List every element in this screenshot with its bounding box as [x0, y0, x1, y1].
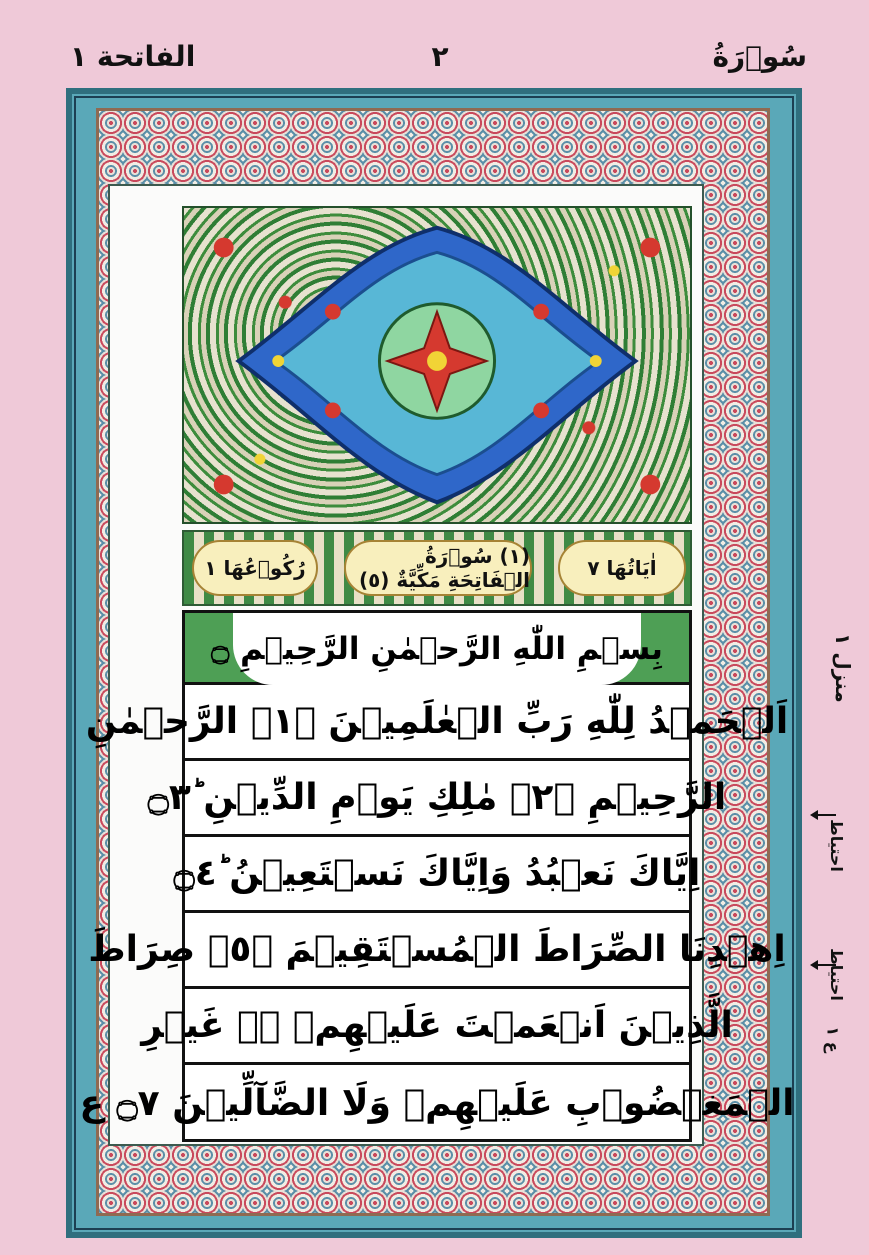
ruku-count: رُكُوۡعُهَا ١ — [192, 540, 318, 596]
ruku-marker: ع ۱ — [823, 1026, 843, 1053]
page-header — [0, 0, 869, 88]
surah-name-label: الفاتحة ١ — [70, 40, 196, 73]
surah-title: (١) سُوۡرَةُ الۡفَاتِحَةِ مَكِّيَّةٌ (٥) — [344, 540, 532, 596]
medallion-ornament — [184, 208, 690, 522]
bismillah-frame — [211, 613, 663, 685]
line-text: الۡمَغۡضُوۡبِ عَلَيۡهِمۡ وَلَا الضَّآلِّيۡنَ ۝٧ ع — [79, 1082, 795, 1124]
bismillah: بِسۡمِ اللّٰهِ الرَّحۡمٰنِ الرَّحِيۡمِ ۝ — [211, 631, 663, 667]
surah-word: سُوۡرَةُ — [712, 40, 807, 73]
left-arrow-icon — [816, 814, 836, 816]
line-text: اَلۡحَمۡدُ لِلّٰهِ رَبِّ الۡعٰلَمِيۡنَ ۝١ۙ الرَّحۡمٰنِ — [85, 701, 789, 742]
illumination-panel — [182, 206, 692, 524]
ehtiyat-marker: احتیاط — [826, 948, 846, 1001]
text-line — [147, 761, 727, 837]
surah-title-band — [182, 530, 692, 606]
text-line — [88, 913, 786, 989]
bismillah-row — [185, 613, 689, 685]
line-text: الرَّحِيۡمِ ۝٢ۙ مٰلِكِ يَوۡمِ الدِّيۡنِ ۝٣ؕ — [147, 777, 727, 818]
page-number: ٢ — [431, 40, 449, 73]
ehtiyat-marker: احتیاط — [826, 819, 846, 872]
line-text: اِهۡدِنَا الصِّرَاطَ الۡمُسۡتَقِيۡمَ ۝٥ۙ صِرَاطَ — [88, 929, 786, 970]
manzil-marker: منزل ١ — [830, 633, 855, 703]
text-line — [85, 685, 789, 761]
line-text: الَّذِيۡنَ اَنۡعَمۡتَ عَلَيۡهِمۡ ۙ۬ غَيۡرِ — [141, 1005, 733, 1046]
text-line — [141, 989, 733, 1065]
text-line — [173, 837, 701, 913]
text-line — [79, 1065, 795, 1141]
ayat-count: اٰيَاتُهَا ٧ — [558, 540, 686, 596]
line-text: اِيَّاكَ نَعۡبُدُ وَاِيَّاكَ نَسۡتَعِيۡنُ ۝٤ؕ — [173, 853, 701, 894]
quran-text-panel — [79, 610, 795, 1142]
